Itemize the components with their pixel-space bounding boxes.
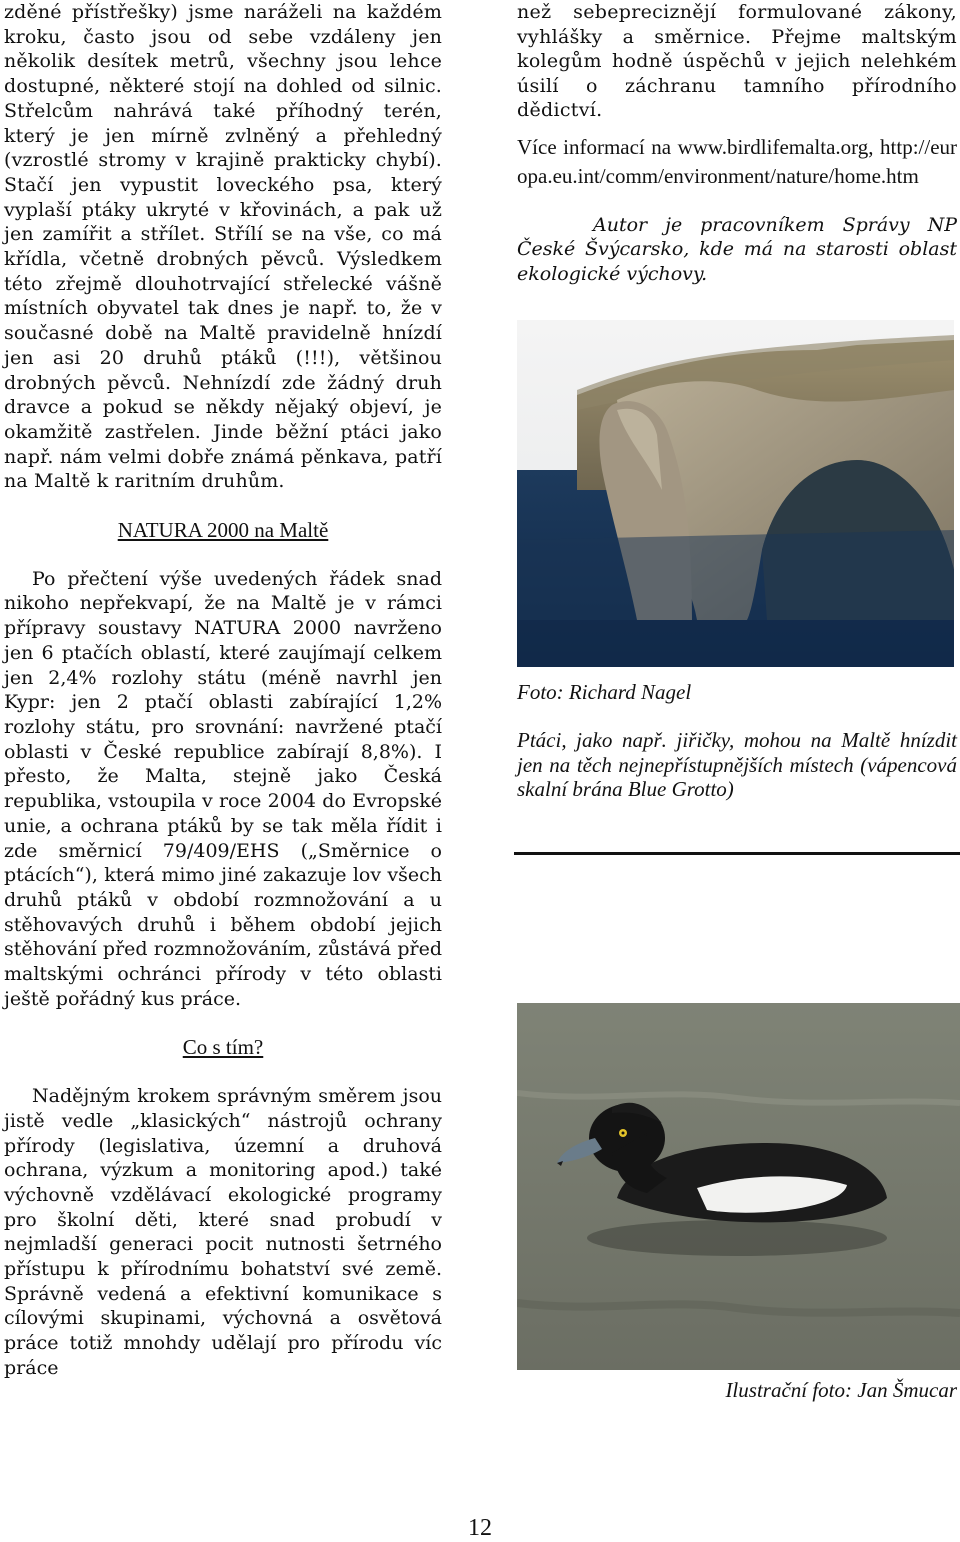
heading-co-s-tim: Co s tím? xyxy=(182,1035,264,1060)
left-column xyxy=(4,0,442,1381)
author-note: Autor je pracovníkem Správy NP České Švýcarsko, kde má na starosti oblast ekologické výchovy. xyxy=(517,213,957,285)
paragraph-natura: Po přečtení výše uvedených řádek snad nikoho nepřekvapí, že na Maltě je v rámci přípravy soustavy NATURA 2000 navrženo jen 6 ptačích oblastí, které zaujímají celkem jen 2,4% rozlohy státu (méně navrhl jen Kypr: jen 2 ptačí oblasti zabírající 1,2% rozlohy státu, pro srovnání: navržené ptačí oblasti v České republice zabírají 8,8%). I přesto, že Malta, stejně jako Česká republika, vstoupila v roce 2004 do Evropské unie, a ochrana ptáků by se tak měla řídit i zde směrnicí 79/409/EHS („Směrnice o ptácích“), která mimo jiné zakazuje lov všech druhů ptáků v období rozmnožování a u stěhovavých druhů i během období jejich stěhování před rozmnožováním, zůstává před maltskými ochránci přírody v této oblasti ještě pořádný kus práce. xyxy=(4,567,442,1010)
blue-grotto-image xyxy=(517,320,954,667)
paragraph-intro: zděné přístřešky) jsme naráželi na každém kroku, často jsou od sebe vzdáleny jen několik desítek metrů, všechny jsou lehce dostupné, některé stojí na dohled od silnic. Střelcům nahrává také příhodný terén, který je jen mírně zvlněný a přehledný (vzrostlé stromy v krajině prakticky chybí). Stačí jen vypustit loveckého psa, který vyplaší ptáky ukryté v křovinách, a pak už jen zamířit a střílet. Střílí se na vše, co má křídla, včetně drobných pěvců. Výsledkem této zřejmě dlouhotrvající střelecké vášně místních obyvatel tak dnes je např. to, že v současné době na Maltě pravidelně hnízdí jen asi 20 druhů ptáků (!!!), většinou drobných pěvců. Nehnízdí zde žádný druh dravce a pokud se někdy nějaký objeví, je okamžitě zastřelen. Jinde běžní ptáci jako např. nám velmi dobře známá pěnkava, patří na Maltě k raritním druhům. xyxy=(4,1,442,493)
photo2-credit: Ilustrační foto: Jan Šmucar xyxy=(725,1378,957,1402)
links-prefix: Více informací na xyxy=(517,134,672,159)
links-urls: www.birdlifemalta.org, http://europa.eu.int/comm/environment/nature/home.htm xyxy=(517,134,958,188)
links-paragraph xyxy=(517,133,957,191)
page-number: 12 xyxy=(468,1515,492,1541)
paragraph-continuation: než sebepreciznějí formulované zákony, vyhlášky a směrnice. Přejme maltským kolegům hodně úspěchů v jejich nelehkém úsilí o záchranu tamního přírodního dědictví. xyxy=(517,1,957,121)
heading-natura: NATURA 2000 na Maltě xyxy=(117,518,329,543)
duck-photo xyxy=(517,1003,960,1370)
right-column xyxy=(517,0,957,286)
photo1-caption: Ptáci, jako např. jiřičky, mohou na Maltě hnízdit jen na těch nejnepřístupnějších místech (vápencová skalní brána Blue Grotto) xyxy=(517,728,957,801)
blue-grotto-photo xyxy=(517,320,954,667)
duck-image xyxy=(517,1003,960,1370)
paragraph-next: Nadějným krokem správným směrem jsou jistě vedle „klasických“ nástrojů ochrany přírody (legislativa, územní a druhová ochrana, výzkum a monitoring apod.) také výchovně vzdělávací ekologické programy pro školní děti, které snad probudí v nejmladší generaci pocit nutnosti šetrného přístupu k přírodnímu bohatství své země. Správně vedená a efektivní komunikace s cílovými skupinami, výchovná a osvětová práce totiž mnohdy udělají pro přírodu víc práce xyxy=(4,1085,442,1379)
photo1-credit: Foto: Richard Nagel xyxy=(517,680,692,704)
column-divider-rule xyxy=(514,852,960,855)
